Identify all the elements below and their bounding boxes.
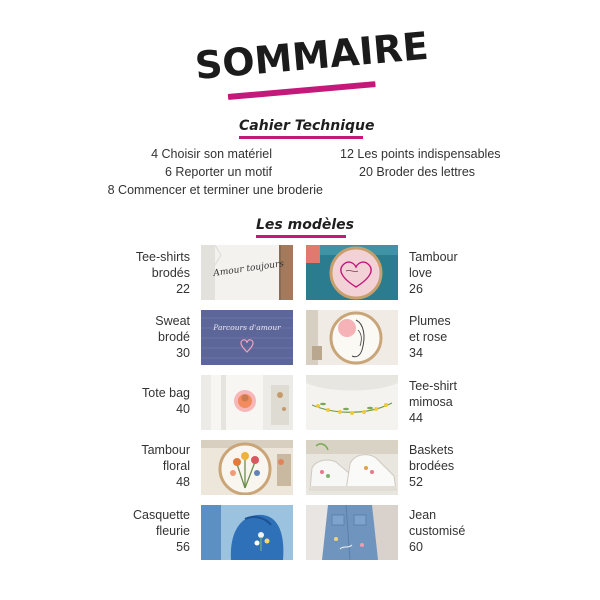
model-label-baskets: Baskets brodées 52 [409,443,455,489]
technique-item-lettres: 20 Broder des lettres [359,165,476,179]
photo-casquette [201,505,293,560]
model-label-tambour-love: Tambour love 26 [409,250,458,296]
technique-item-reporter: 6 Reporter un motif [165,165,272,179]
photo-tote-bag [201,375,293,430]
model-label-casquette: Casquette fleurie 56 [133,508,190,554]
photo-baskets [306,440,398,495]
title-underline [228,81,376,100]
photo-tambour-floral [201,440,293,495]
sweat-embroidery-text: Parcours d'amour [213,323,281,332]
page-title: SOMMAIRE [193,23,431,88]
technique-title-underline [239,136,363,139]
model-label-sweat: Sweat brodé 30 [155,314,190,360]
technique-item-choisir: 4 Choisir son matériel [151,147,272,161]
photo-tambour-love [306,245,398,300]
model-label-plumes: Plumes et rose 34 [409,314,451,360]
model-label-tee-shirts: Tee-shirts brodés 22 [135,250,190,296]
technique-item-commencer: 8 Commencer et terminer une broderie [107,183,323,197]
technique-title-text: Cahier Technique [239,118,375,134]
model-label-tote-bag: Tote bag 40 [142,386,190,416]
models-title-underline [256,235,346,238]
photo-sweat [201,310,293,365]
models-section-title [256,217,354,238]
photo-jean [306,505,398,560]
photo-plumes-rose [306,310,398,365]
technique-item-points: 12 Les points indispensables [340,147,501,161]
title-area [0,23,600,116]
technique-section-title [239,118,375,139]
tshirt-embroidery-text: Amour toujours [212,259,285,279]
model-label-tambour-floral: Tambour floral 48 [141,443,190,489]
model-label-jean: Jean customisé 60 [409,508,466,554]
model-label-tee-shirt-mimosa: Tee-shirt mimosa 44 [409,379,457,425]
photo-tee-shirts [201,245,293,300]
photo-tee-shirt-mimosa [306,375,398,430]
models-title-text: Les modèles [256,217,354,233]
